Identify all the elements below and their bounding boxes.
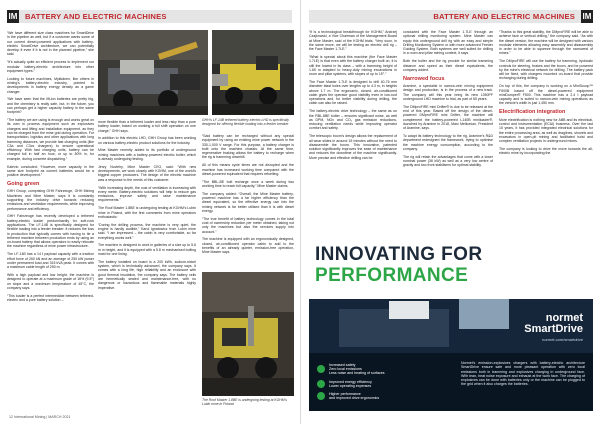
left-column-2: [98, 120, 196, 409]
right-col3-body: [499, 30, 593, 106]
rock-bolter-photo: [202, 272, 294, 396]
caption-roof-master: The Roof Master 1.8BE is undergoing testing at KGHM’s Lubin mine in Poland: [202, 398, 287, 407]
subhead-going-green: Going green: [7, 180, 40, 187]
right-col1-body: [309, 30, 397, 160]
left-page-header: [7, 10, 292, 23]
left-column-1: [7, 31, 94, 409]
article-paragraph: The Face Master 1.7LE is designed to drill 40-76 mm diameter blast holes over lengths up to 4.3 m, in heights above 1.7 m. The ergonomic, closed, air-conditioned cabin gives the operator good visibility even in low-roof operations and, for better visibility during drilling, the cabin can also be raised.: [309, 79, 397, 106]
caption-loader: GHH’s LF-14B tethered battery-electric LHD is specifically designed for offering flexible loading into a feeder breaker: [202, 118, 289, 127]
article-paragraph: The telescopic boom’s design allows the replacement of all wear slides in around 15 minutes without the need to disassemble the boom. This innovative, patented solution significantly improves the ease of maintenance and reduces the downtime of the machine significantly. More precise and effective drilling can be: [309, 134, 397, 160]
right-col2-body-2: [403, 84, 493, 168]
safety-icon: [317, 365, 325, 373]
article-paragraph: To adapt its battery technology to the rig, Aramine’s R&D department redesigned the framework, trying to optimise the machine energy consumption, according to the company.: [403, 134, 493, 152]
article-paragraph: With a high payload and low height, the machine is designed to operate at a maximum grade of 16% (9.5°) on slope and a maximum temperature of 45°C, the company says.: [7, 272, 94, 290]
advert-headline-1: INNOVATING FOR: [315, 244, 483, 265]
advert-url[interactable]: normet.com/smartdrive: [542, 337, 583, 342]
performance-icon: [317, 392, 325, 400]
article-paragraph: The company added: “Overall, the Mine Master battery-powered machine has a far higher efficiency than the diesel equivalent, so the effective energy use into the mining network is far better utilised than it is with diesel energy.: [202, 191, 294, 213]
article-paragraph: Looking to future machines, Mykkänen, like others in mining’s battery-electric industry, pointed to developments in battery energy density as a game changer.: [7, 76, 94, 94]
article-paragraph: GHH Fahrzeuge has recently developed a tethered battery-electric loader predominantly for soft-rock applications. The LF-14B is specifically designed for flexible loading into a feeder breaker. It reduces the loss in production that typically comes with having to tie a tethered machine between production ends by using an on-board battery that allows operators to easily relocate the machine regardless of mine power infrastructure.: [7, 214, 94, 249]
article-paragraph: “The true benefit of battery technology comes in the total cost of ownership reduction per meter obtained, taking not only the machines but also the services supply into account.”: [202, 216, 294, 234]
article-paragraph: All of this means cycle times are not disrupted and the machine has increased working time compared with the diesel-powered equivalent that requires refuelling.: [202, 163, 294, 176]
loader-photo: [212, 30, 294, 115]
rock-bolter-photo-svg: [202, 272, 294, 396]
article-paragraph: The battery installed on board is a 200 kWh, sodium-nickel system, which is technically advanced, the company says. It comes with a long life, high reliability and an enclosure with good thermal insulation, the company says. The battery cells are hermetically sealed and maintenance-free, with no dangerous or hazardous and flammable materials highly imperative.: [98, 259, 196, 290]
article-paragraph: conducted with the Face Master 1.7LE through an optional drilling monitoring system. Mine Master can equip this underground drill rig with an easy and simple Drilling Monitoring System or with more advanced Feeder Guiding System. Both systems are well suited for drilling in a room and pillar mining context, it says.: [403, 30, 493, 56]
article-paragraph: The DMproFIRE mini Drifter® is due to be released at the end of this year. Based off the design of the diesel-powered DMproFIRE mini Drifter, the machine will complement the battery-powered L140B miniloader®, launched by Aramine in 2018, Marc Melkonian, President of Aramine, says.: [403, 104, 493, 131]
loader-photo-svg: [212, 30, 294, 115]
article-paragraph: “What is special about this machine (the Face Master 1.7LE) is that even with the battery charger built on, it is still the lowest in its class – with a tramming height of 1.65 m adapted to heavy-duty mining excavations in room and pillar systems, with slopes of up to 15°.”: [309, 54, 397, 77]
normet-logo: normet: [545, 312, 583, 324]
benefit-item: Increased safety Zero local emissions Less noise and heating of surfaces: [317, 363, 417, 376]
right-col2-body: [403, 30, 493, 72]
article-paragraph: “Said battery can be recharged without any special equipment by using an existing mine power network in the 330-1,000 V range. For this purpose, a battery charger is built onto the machine chassis. At the same time, regenerative braking allows the battery to recharge when the rig is tramming downhill.: [202, 134, 294, 160]
left-column-3: [202, 134, 294, 255]
article-paragraph: On top of this, the company is working on a MiniScoop™ F500B based off the diesel-powered equipment miniDumper® F500. This machine has a 2.4 t payload capacity and is suited to narrow-vein mining operations as the vehicle’s width is just 1,450 mm.: [499, 84, 593, 106]
bolter-photo-svg: [98, 30, 208, 115]
article-paragraph: The DMproFIRE will use the battery for tramming, hydraulic controls for steering, brakes and the boom, and be powered by the mine’s electrical network for drilling. The battery pack will be fixed, with chargers mounted on-board that provide recharging during drilling.: [499, 59, 593, 81]
right-column-2: [403, 30, 493, 232]
article-paragraph: GHH Group, comprising GHH Fahrzeuge, GHH Mining Machines and Mine Master, says it is constantly supporting the industry drive towards reducing emissions and ventilation requirements, while improving performance and efficiency.: [7, 189, 94, 211]
magazine-logo-right: IM: [582, 12, 592, 21]
subhead-electrification: Electrification integration: [499, 109, 566, 116]
article-paragraph: “With increasing depth, the cost of ventilation is increasing with every metre. Battery-electric solutions will help to reduce gas emissions, improve safety and raise maintenance requirements.”: [98, 185, 196, 203]
right-page-header: [309, 10, 593, 23]
section-title: BATTERY AND ELECTRIC MACHINES: [25, 12, 167, 21]
article-paragraph: “We have different size class machines for SmartDrive in the pipeline as well, but if a customer wants some of our current diesel-powered applications with battery-electric SmartDrive architecture, we can potentially develop it even if it is not in the planned pipeline,” she said.: [7, 31, 94, 57]
article-paragraph: The machine is equipped with an ergonomically designed, closed, air-conditioned operator cabin to add to the benefits of an already quieter, emission-free operation, Mine Master says.: [202, 237, 294, 255]
right-column-1: [309, 30, 397, 232]
article-paragraph: Jerzy Noviehy, Mine Master CEO, said: “With new developments, we work closely with KGHM, one of the world’s biggest copper producers. The design of the electric machine was a response to the needs of this customer.: [98, 164, 196, 182]
article-paragraph: more flexible than a tethered loader and less risky than a pure battery loader, based on working a full shift operation on one charge,” GHH says.: [98, 120, 196, 133]
normet-advert[interactable]: [309, 235, 593, 411]
article-paragraph: “It’s actually quite an efficient process to implement our modular battery-electric architecture into other equipment types.”: [7, 60, 94, 73]
article-paragraph: “It is a technological breakthrough for KGHM,” Andrzej Czajkowski, a Vice Chairman of the Management Board at Mine Master, said of the KGHM trials. “Very soon, in the same move, we will be testing an electric drill rig – the Face Master 1.7LE.”: [309, 30, 397, 52]
benefit-item: Improved energy efficiency Lower operating expenses: [317, 380, 417, 388]
left-col3-body: [202, 134, 294, 255]
left-col1-body-2: [7, 189, 94, 302]
right-column-3: [499, 30, 593, 232]
right-col3-body-2: [499, 118, 593, 156]
smartdrive-logo: SmartDrive: [524, 323, 583, 335]
article-paragraph: In addition to this electric LHD, GHH Group has been working on various battery-electric product solutions for the industry.: [98, 136, 196, 145]
article-paragraph: Kalevio concluded: “However, more capacity in the same size footprint as current batteries would be a positive development.”: [7, 164, 94, 178]
section-title-right: BATTERY AND ELECTRIC MACHINES: [433, 12, 575, 21]
left-col2-body: [98, 120, 196, 290]
article-paragraph: Both the bolter and the rig provide for similar tramming distance and speed as their diesel equivalents, the company added.: [403, 59, 493, 72]
article-paragraph: More electrification is nothing new for ABB and its electrical, control and instrumentation (EC&I) business. Over the last 15 years, it has provided integrated electrical solutions for the entire processing area, as well as draglines, shovels and excavators in open-pit mining and facilitated hoist and complex ventilation projects in underground mines.: [499, 117, 593, 144]
article-paragraph: “During the drilling process, the machine is very quiet, the engine is hardly audible,” Karol Ignatowicz from Lubin mine said. “I am impressed – the cabin is very comfortable, so far everything works well.”: [98, 222, 196, 240]
efficiency-icon: [317, 380, 325, 388]
article-paragraph: “This loader is a perfect intermediate between tethered-electric and a pure battery solution –: [7, 293, 94, 302]
article-paragraph: The company is looking to drive the move towards the all-electric mine by incorporating the: [499, 147, 593, 156]
page-footer: 12 International Mining | MARCH 2021: [9, 415, 71, 419]
bolter-photo-top: [98, 30, 208, 115]
article-paragraph: The battery-electric drive technology – the same as on the RBL.8BE bolter – ensures significant noise, as well as DPM, NOx and CO₂ gas emission reductions, reducing ventilation needs while improving operator comfort and safety.: [309, 109, 397, 131]
advert-benefits: [317, 363, 417, 404]
left-col1-body: [7, 31, 94, 177]
article-paragraph: “The BBL-BE bolt recharge once a week during two working time to reach full capacity,” Mine Master claims.: [202, 179, 294, 188]
article-paragraph: Aramine, a specialist in narrow-vein mining equipment design and production, is in the process of a new track. The company will this year bring its new L350PF underground LHD machine to trial, as part of 65 years.: [403, 84, 493, 102]
article-paragraph: “We have seen that the lift-ion batteries are pretty big, and the chemistry is really safe, but, in the future, you can perhaps get a higher capacity battery in the same footprint?: [7, 97, 94, 115]
article-paragraph: The LF-14B has a 14 t payload capacity with a traction effort force of 260 kN and an average of 250 kW power under permanent load and 315 kVA peak. It comes with a maximum cable length of 250 m.: [7, 252, 94, 270]
article-paragraph: The rig will retain the advantages that come with a lower nominal power (36 kW) as well as a very low centre of gravity and two front stabilisers for optimal stability.: [403, 154, 493, 168]
subhead-narrowed-focus: Narrowed focus: [403, 75, 445, 82]
advert-body-text: Normet’s emission-explosives chargers with battery-electric architecture SmartDrive ensure safe and more pleasant operation with zero local emissions both in tramming and explosives charging in underground face. With lean, heat noise exposure and exhaust at the work face. The charging of explosives can be done with batteries only or the machine can be plugged to the grid when it also charges the batteries.: [461, 361, 585, 387]
magazine-logo: IM: [8, 12, 18, 21]
right-page: [300, 0, 600, 424]
article-paragraph: “Thanks to this great stability, the DMproFIRE will be able to achieve face or vertical drilling,” the company said. “As with the diesel version, the machine will be designed with various modular elements allowing easy assembly and disassembly in order to be able to squeeze through the narrowest of mines.”: [499, 30, 593, 56]
advert-headline-2: PERFORMANCE: [315, 265, 469, 286]
article-paragraph: Mine Master recently added to its portfolio of underground mining machines with a battery-powered electric bolter, which is already undergoing testing.: [98, 148, 196, 162]
advert-headline-area: [309, 235, 593, 299]
normet-brand[interactable]: [524, 313, 583, 342]
article-paragraph: “The battery we are using is enough and works great on its own in process equipment such as explosives chargers and lifting and installation equipment, as they can be charged from the mine grid during operation. For transportation, logistics and other applications with long tramming distances, we provide fast charging units (like C3a and C3cs chargers) to ensure operational efficiency. With fast charging units, battery can be charged full in half an hour, or up to 80% in, for example, during concrete dispatching.”: [7, 118, 94, 161]
benefit-item: Higher performance and improved drive ergonomics: [317, 392, 417, 400]
article-paragraph: The machine is designed to work in galleries of a size up to 5.6 m in height, and it is equipped with a 5.8 m mechanised bolting mast for one lining.: [98, 243, 196, 256]
article-paragraph: The Roof Master 1.8BE is undergoing testing at KGHM’s Lubin mine in Poland, with the first comments from mine operators enthusiastic:: [98, 206, 196, 219]
